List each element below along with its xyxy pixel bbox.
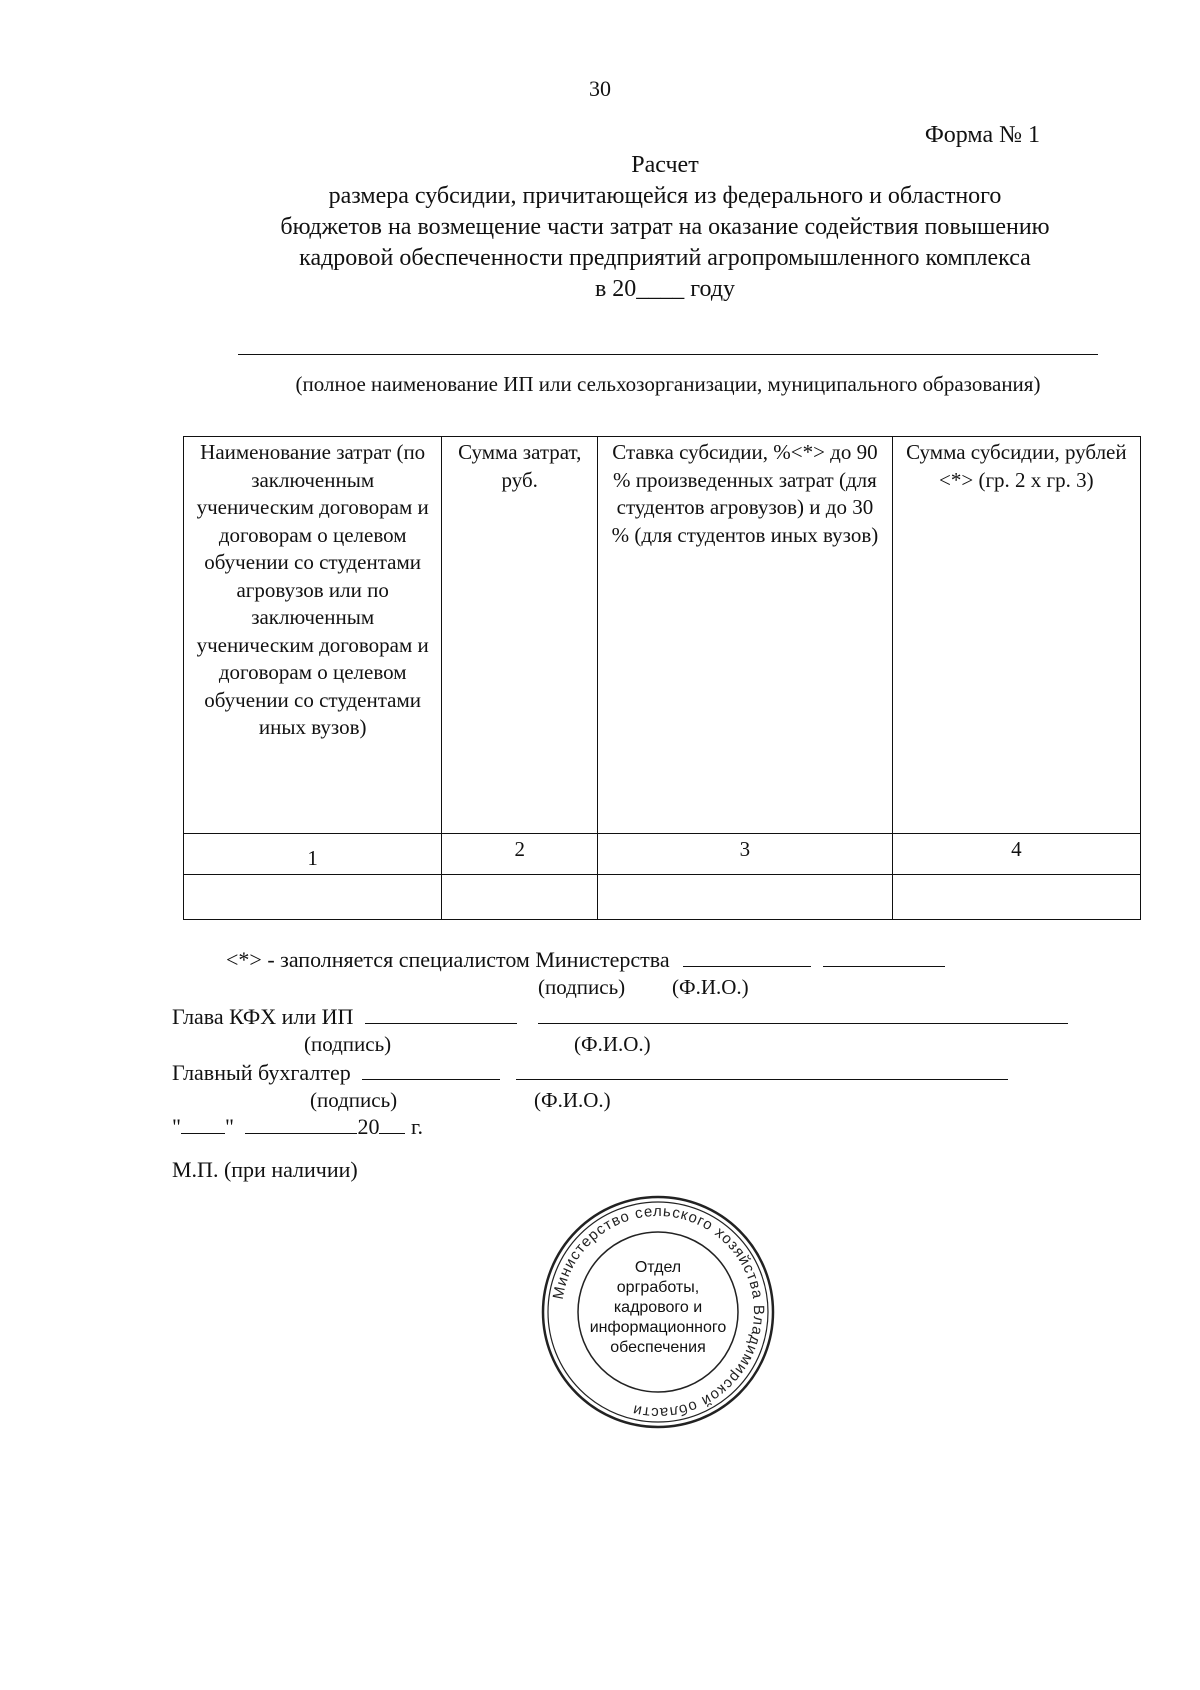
ministry-fio-caption: (Ф.И.О.) — [672, 975, 749, 999]
column-number: 1 — [184, 834, 442, 875]
ministry-fio-field[interactable] — [823, 964, 945, 967]
head-signature-field[interactable] — [365, 1021, 517, 1024]
table-cell[interactable] — [184, 875, 442, 920]
stamp-center-line: Отдел — [634, 1259, 682, 1276]
ministry-signature-caption: (подпись) — [538, 975, 626, 999]
ministry-signature-field[interactable] — [683, 964, 811, 967]
full-name-field[interactable] — [238, 354, 1098, 355]
date-line — [172, 1114, 423, 1140]
date-day-field[interactable] — [181, 1131, 225, 1134]
table-header-row — [184, 437, 1141, 834]
column-number-row — [184, 834, 1141, 875]
header-cost-name: Наименование затрат (по заключенным ученическим договорам и договорам о целевом обучении со студентами агровузов или по заключенным ученическим договорам и договорам о целевом обучении со студентами иных вузов) — [184, 437, 442, 834]
date-open-quote: " — [172, 1114, 181, 1139]
date-suffix: г. — [410, 1114, 424, 1139]
title-line-1: Расчет — [631, 152, 699, 178]
accountant-signature-line — [172, 1060, 1008, 1086]
head-fio-caption: (Ф.И.О.) — [574, 1032, 651, 1056]
title-line-3: бюджетов на возмещение части затрат на оказание содействия повышению — [280, 214, 1050, 240]
title-line-5: в 20____ году — [594, 276, 736, 302]
ministry-note-line — [226, 947, 945, 973]
date-year-field[interactable] — [379, 1131, 405, 1134]
stamp-center-text — [538, 1258, 778, 1358]
table-row — [184, 875, 1141, 920]
table-cell[interactable] — [892, 875, 1140, 920]
ministry-note: <*> - заполняется специалистом Министерства — [226, 947, 670, 972]
table-cell[interactable] — [442, 875, 598, 920]
stamp-center-line: информационного — [589, 1319, 727, 1336]
accountant-signature-caption: (подпись) — [310, 1088, 398, 1112]
column-number: 4 — [892, 834, 1140, 875]
form-label: Форма № 1 — [924, 122, 1040, 148]
header-cost-sum: Сумма затрат, руб. — [442, 437, 598, 834]
accountant-fio-caption: (Ф.И.О.) — [534, 1088, 611, 1112]
accountant-fio-field[interactable] — [516, 1077, 1008, 1080]
stamp-center-line: кадрового и — [613, 1299, 703, 1316]
accountant-label: Главный бухгалтер — [172, 1060, 351, 1085]
page-number: 30 — [589, 76, 611, 101]
column-number: 2 — [442, 834, 598, 875]
header-subsidy-rate: Ставка субсидии, %<*> до 90 % произведенных затрат (для студентов агровузов) и до 30 % (для студентов иных вузов) — [598, 437, 893, 834]
accountant-signature-field[interactable] — [362, 1077, 500, 1080]
head-signature-caption: (подпись) — [304, 1032, 392, 1056]
header-subsidy-sum: Сумма субсидии, рублей <*> (гр. 2 х гр. 3) — [892, 437, 1140, 834]
title-line-2: размера субсидии, причитающейся из федерального и областного — [328, 183, 1002, 209]
head-signature-line — [172, 1004, 1068, 1030]
date-close-quote: " — [224, 1114, 234, 1139]
date-year-prefix: 20 — [357, 1114, 380, 1139]
seal-place: М.П. (при наличии) — [172, 1157, 358, 1182]
table-cell[interactable] — [598, 875, 893, 920]
column-number: 3 — [598, 834, 893, 875]
stamp-ring-text: Министерство сельского хозяйства Владимирской области — [549, 1202, 768, 1422]
title-line-4: кадровой обеспеченности предприятий агропромышленного комплекса — [299, 245, 1031, 271]
head-fio-field[interactable] — [538, 1021, 1068, 1024]
date-month-field[interactable] — [245, 1131, 357, 1134]
stamp-center-line: оргработы, — [616, 1279, 700, 1296]
document-title — [130, 150, 1200, 305]
head-label: Глава КФХ или ИП — [172, 1004, 354, 1029]
subsidy-calculation-table — [183, 436, 1141, 920]
stamp-center-line: обеспечения — [610, 1339, 706, 1356]
full-name-caption: (полное наименование ИП или сельхозорганизации, муниципального образования) — [295, 372, 1041, 396]
